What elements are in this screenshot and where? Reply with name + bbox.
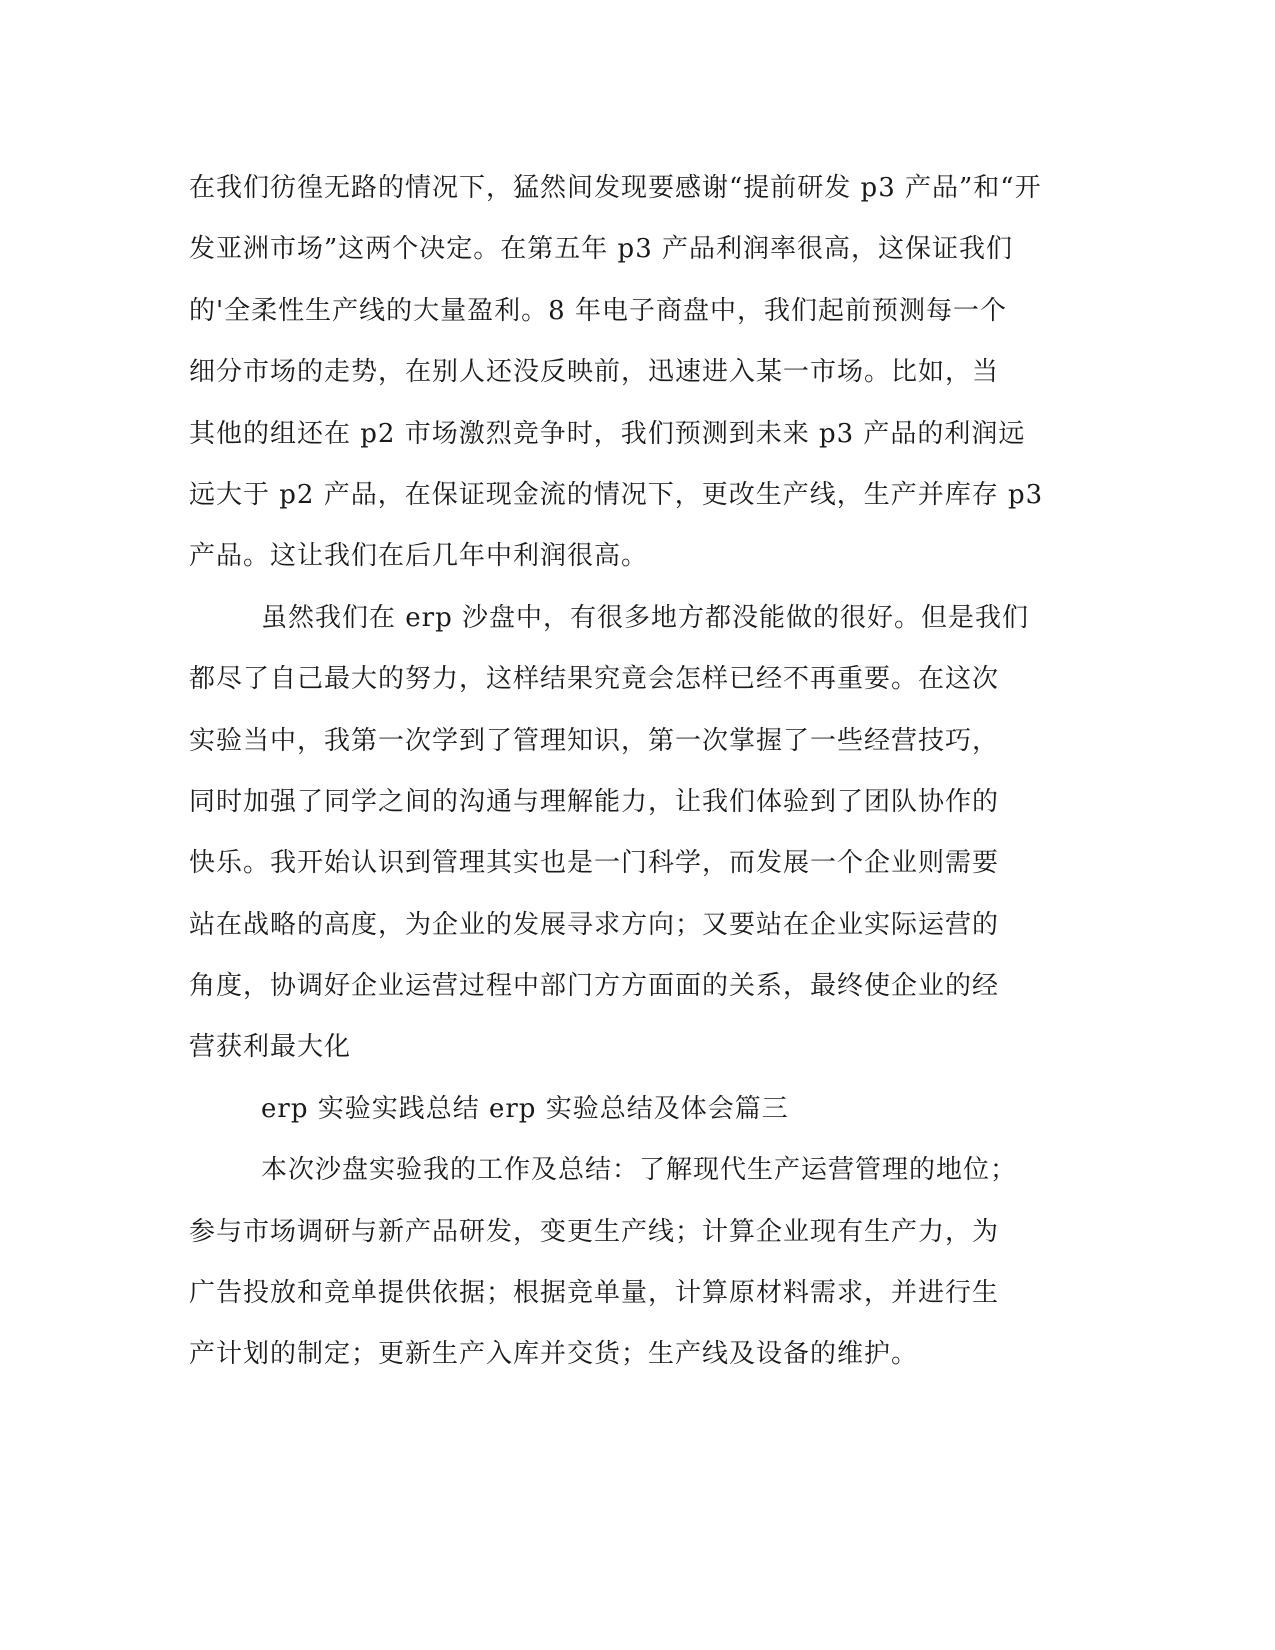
text-line: 在我们彷徨无路的情况下，猛然间发现要感谢“提前研发 p3 产品”和“开: [189, 173, 1042, 203]
text-line: 广告投放和竞单提供依据；根据竞单量，计算原材料需求，并进行生: [189, 1278, 1000, 1309]
heading-text: erp 实验实践总结 erp 实验总结及体会篇三: [261, 1093, 789, 1124]
text-line: 发亚洲市场”这两个决定。在第五年 p3 产品利润率很高，这保证我们: [189, 234, 1014, 265]
text-line: 虽然我们在 erp 沙盘中，有很多地方都没能做的很好。但是我们: [261, 602, 1029, 633]
text-line: 其他的组还在 p2 市场激烈竞争时，我们预测到未来 p3 产品的利润远: [189, 418, 1026, 449]
paragraph-1: [189, 158, 1079, 588]
text-line: 都尽了自己最大的努力，这样结果究竟会怎样已经不再重要。在这次: [189, 664, 1000, 695]
text-line: 营获利最大化: [189, 1032, 352, 1063]
text-line: 站在战略的高度，为企业的发展寻求方向；又要站在企业实际运营的: [189, 909, 1000, 940]
paragraph-2: [189, 588, 1079, 1079]
text-line: 远大于 p2 产品，在保证现金流的情况下，更改生产线，生产并库存 p3: [189, 479, 1044, 510]
text-line: 产计划的制定；更新生产入库并交货；生产线及设备的维护。: [189, 1339, 919, 1370]
text-line: 参与市场调研与新产品研发，变更生产线；计算企业现有生产力，为: [189, 1216, 1000, 1247]
paragraph-3: [189, 1140, 1079, 1386]
text-line: 本次沙盘实验我的工作及总结：了解现代生产运营管理的地位；: [261, 1155, 1018, 1186]
text-line: 角度，协调好企业运营过程中部门方方面面的关系，最终使企业的经: [189, 971, 1000, 1002]
text-line: 快乐。我开始认识到管理其实也是一门科学，而发展一个企业则需要: [189, 848, 1000, 879]
text-line: 实验当中，我第一次学到了管理知识，第一次掌握了一些经营技巧，: [189, 725, 1000, 756]
text-line: 的'全柔性生产线的大量盈利。8 年电子商盘中，我们起前预测每一个: [189, 295, 1007, 326]
section-heading: [189, 1079, 1079, 1140]
text-line: 产品。这让我们在后几年中利润很高。: [189, 541, 649, 572]
document-body: [189, 158, 1079, 1386]
text-line: 细分市场的走势，在别人还没反映前，迅速进入某一市场。比如，当: [189, 357, 1000, 388]
text-line: 同时加强了同学之间的沟通与理解能力，让我们体验到了团队协作的: [189, 786, 1000, 817]
